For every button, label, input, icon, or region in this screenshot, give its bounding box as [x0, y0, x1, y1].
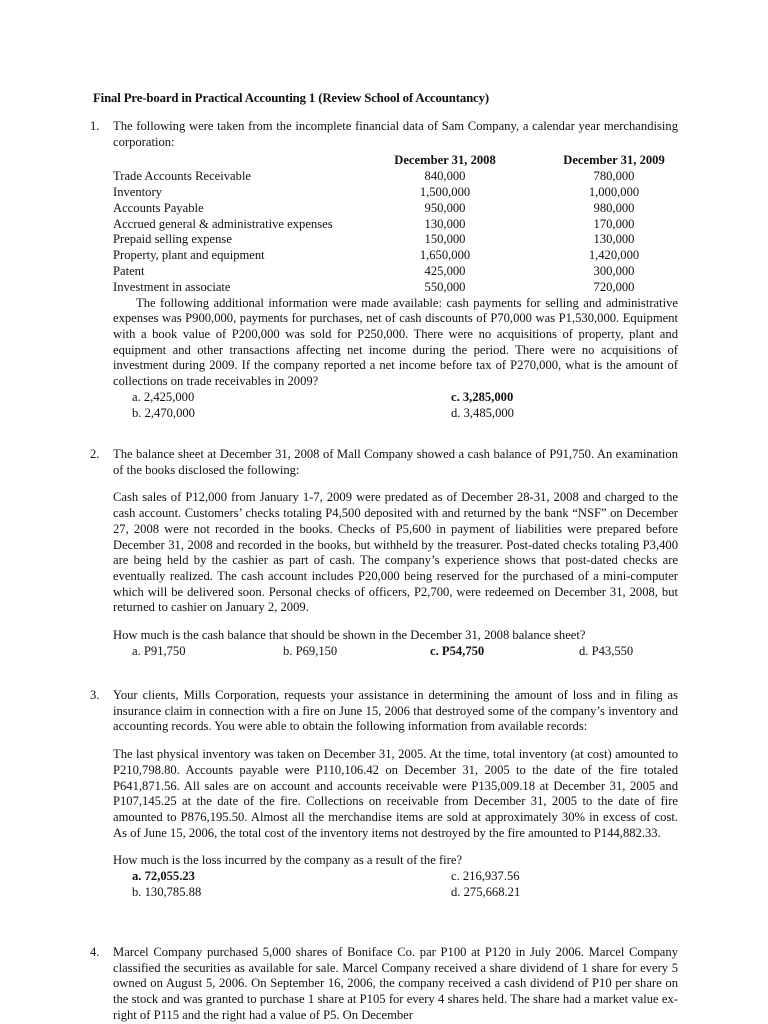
choice-d: d. 275,668.21 [451, 884, 521, 899]
value-2009: 130,000 [593, 232, 635, 247]
value-2008: 550,000 [424, 279, 466, 294]
value-2008: 1,500,000 [419, 185, 471, 199]
value-2008: 950,000 [424, 200, 466, 215]
table-row [113, 232, 678, 248]
table-row [113, 169, 678, 185]
value-2009: 1,420,000 [588, 248, 640, 263]
choice-c: c. 216,937.56 [451, 869, 520, 884]
question-number: 3. [90, 688, 100, 702]
choice-d: d. 3,485,000 [451, 405, 514, 420]
question-body: The following additional information were made available: cash payments for selling and administrative expenses was P900,000, payments for purchases, net of cash discounts of P70,000 was P1,530,000. Equipment with a book value of P200,000 was sold for P250,000. There were no acquisitions of property, plant and equipment and other transactions affecting net income during the period. There were no acquisitions of investment during 2009. If the company reported a net income before tax of P270,000, what is the amount of collections on trade receivables in 2009? [113, 295, 678, 389]
column-header-2009: December 31, 2009 [563, 153, 665, 168]
choice-b: b. 130,785.88 [132, 884, 202, 899]
question-body: The last physical inventory was taken on December 31, 2005. At the time, total inventory (at cost) amounted to P210,798.80. Accounts payable were P110,106.42 on December 31, 2005 to the date of the fire totaled P641,871.56. All sales are on account and accounts receivable were P135,009.18 at December 31, 2005 and P107,145.25 at the date of the fire. Collections on receivable from December 31, 2005 to the date of fire amounted to P876,195.50. Almost all the merchandise items are sold at approximately 30% in excess of cost. As of June 15, 2006, the total cost of the inventory items not destroyed by the fire amounted to P144,882.33. [113, 747, 678, 840]
row-label: Accounts Payable [113, 200, 204, 215]
row-label: Investment in associate [113, 279, 231, 294]
choice-c: c. 3,285,000 [451, 389, 514, 404]
choice-a: a. 2,425,000 [132, 389, 195, 404]
choices-row-2 [113, 406, 678, 422]
question-prompt: How much is the cash balance that should be shown in the December 31, 2008 balance sheet? [113, 628, 586, 643]
value-2008: 425,000 [424, 263, 466, 278]
choice-d: d. P43,550 [579, 643, 634, 658]
choice-b: b. 2,470,000 [132, 405, 195, 420]
value-2009: 1,000,000 [588, 185, 640, 199]
choices-row [113, 644, 678, 660]
question-4 [90, 945, 678, 1024]
question-number: 1. [90, 119, 100, 133]
value-2009: 300,000 [593, 263, 635, 278]
value-2009: 780,000 [593, 169, 635, 184]
row-label: Patent [113, 263, 145, 278]
choice-c: c. P54,750 [430, 643, 485, 658]
row-label: Trade Accounts Receivable [113, 169, 252, 184]
financial-data-table [113, 153, 678, 295]
table-row [113, 280, 678, 296]
value-2009: 720,000 [593, 279, 635, 294]
row-label: Prepaid selling expense [113, 232, 232, 247]
value-2008: 840,000 [424, 169, 466, 184]
table-row [113, 264, 678, 280]
value-2009: 170,000 [593, 216, 635, 231]
question-1 [90, 119, 678, 421]
table-row [113, 185, 678, 201]
table-row [113, 248, 678, 264]
table-header-row [113, 153, 678, 169]
question-body: Cash sales of P12,000 from January 1-7, 2009 were predated as of December 28-31, 2008 and charged to the cash account. Customers’ checks totaling P4,500 deposited with and returned by the bank “NSF” on December 27, 2008 were not recorded in the books. Checks of P5,600 in payment of liabilities were prepared before December 31, 2008 and recorded in the books, but withheld by the treasurer. Post-dated checks totaling P3,400 are being held by the cashier as part of cash. The company’s experience shows that post-dated checks are eventually realized. The cash account includes P20,000 being reserved for the purchased of a mini-computer which will be delivered soon. Personal checks of officers, P2,700, were redeemed on December 31, 2008, but returned to cashier on January 2, 2009. [113, 490, 678, 615]
choice-a: a. 72,055.23 [132, 869, 195, 884]
value-2009: 980,000 [593, 200, 635, 215]
question-3 [90, 688, 678, 901]
question-intro: Your clients, Mills Corporation, requests your assistance in determining the amount of loss and in filing as insurance claim in connection with a fire on June 15, 2006 that destroyed some of the company’s inventory and accounting records. You were able to obtain the following information from available records: [113, 688, 678, 734]
table-row [113, 217, 678, 233]
question-number: 4. [90, 945, 100, 959]
row-label: Inventory [113, 185, 162, 199]
question-prompt: How much is the loss incurred by the company as a result of the fire? [113, 853, 463, 868]
choices-row-1 [113, 869, 678, 885]
question-body: Marcel Company purchased 5,000 shares of Boniface Co. par P100 at P120 in July 2006. Marcel Company classified the securities as available for sale. Marcel Company received a share dividend of 1 share for every 5 owned on August 5, 2006. On September 16, 2006, the company received a cash dividend of P10 per share on the stock and was granted to purchase 1 share at P105 for every 4 shares held. The share had a market value ex-right of P115 and the right had a value of P5. On December [113, 945, 678, 1022]
choices-row-2 [113, 885, 678, 901]
document-title: Final Pre-board in Practical Accounting 1 (Review School of Accountancy) [93, 91, 489, 105]
question-number: 2. [90, 447, 100, 461]
value-2008: 130,000 [424, 216, 466, 231]
row-label: Accrued general & administrative expenses [113, 216, 333, 231]
choices-row-1 [113, 390, 678, 406]
choice-a: a. P91,750 [132, 643, 186, 658]
question-2 [90, 447, 678, 660]
question-intro: The balance sheet at December 31, 2008 of Mall Company showed a cash balance of P91,750. An examination of the books disclosed the following: [113, 447, 678, 477]
question-intro: The following were taken from the incomplete financial data of Sam Company, a calendar year merchandising corporation: [113, 119, 678, 149]
row-label: Property, plant and equipment [113, 248, 265, 263]
value-2008: 150,000 [424, 232, 466, 247]
choice-b: b. P69,150 [283, 643, 338, 658]
table-row [113, 201, 678, 217]
value-2008: 1,650,000 [419, 248, 471, 263]
column-header-2008: December 31, 2008 [394, 153, 496, 168]
